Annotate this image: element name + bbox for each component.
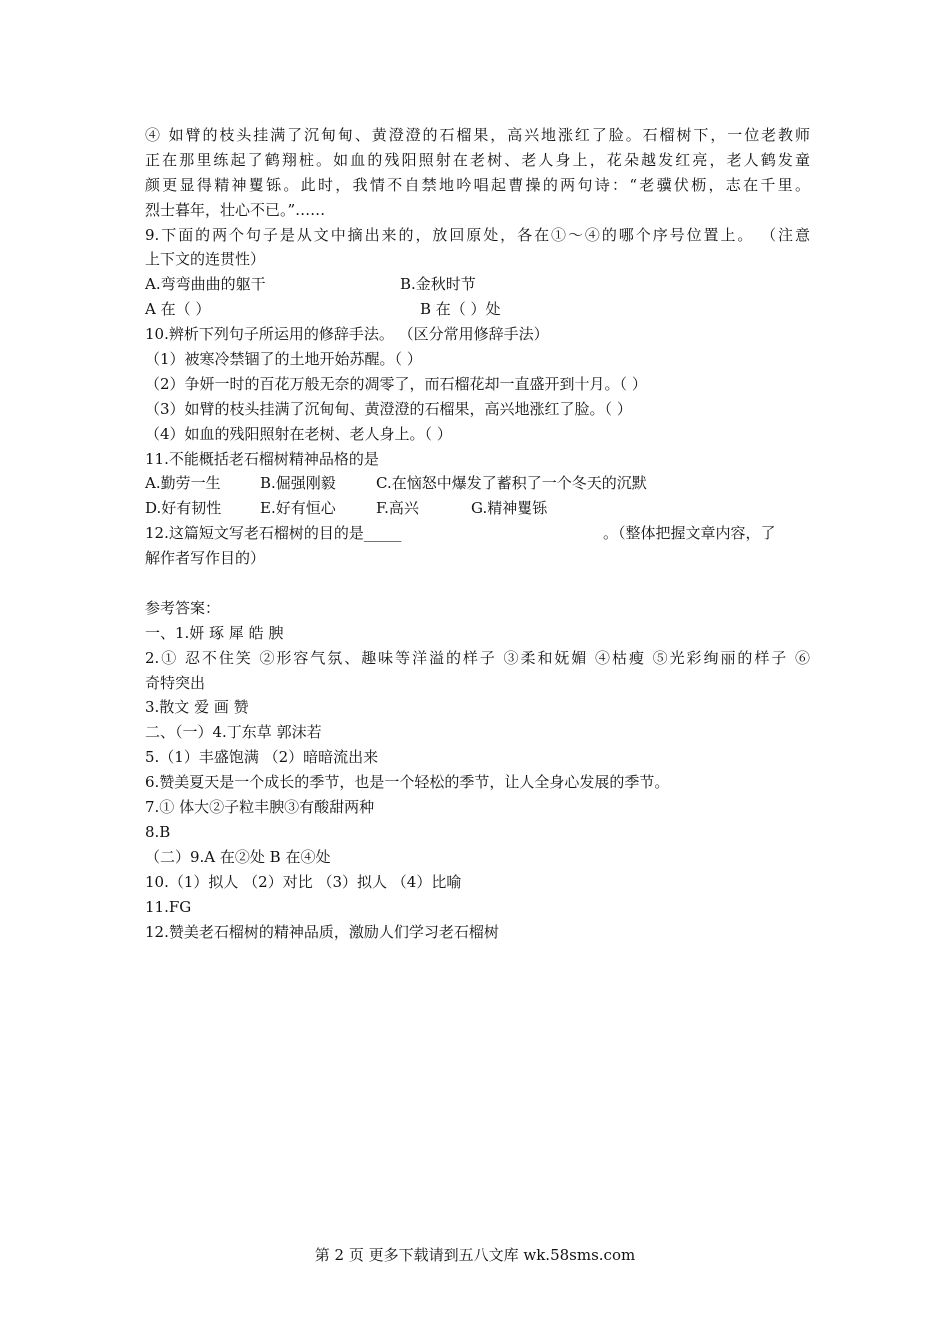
answer-line: 2.① 忍不住笑 ②形容气氛、趣味等洋溢的样子 ③柔和妩媚 ④枯瘦 ⑤光彩绚丽的样子 ⑥	[145, 648, 810, 667]
q12-text: 解作者写作目的）	[145, 549, 266, 568]
q11-option: C.在恼怒中爆发了蓄积了一个冬天的沉默	[376, 474, 647, 493]
answer-line: 二、（一）4.丁东草 郭沫若	[145, 723, 322, 742]
document-body	[145, 123, 810, 944]
q12-text-a: 12.这篇短文写老石榴树的目的是_____	[145, 524, 402, 543]
q10-item: （1）被寒冷禁锢了的土地开始苏醒。（ ）	[145, 350, 422, 369]
q9-answer-slots	[145, 297, 810, 322]
q10-item: （4）如血的残阳照射在老树、老人身上。（ ）	[145, 424, 452, 443]
q11-option: F.高兴	[376, 499, 419, 518]
q9-text: 9.下面的两个句子是从文中摘出来的，放回原处，各在①～④的哪个序号位置上。 （注意	[145, 225, 810, 244]
answer-line: 8.B	[145, 822, 171, 841]
q11-option: E.好有恒心	[260, 499, 336, 518]
answer-line: 7.① 体大②子粒丰腴③有酸甜两种	[145, 798, 375, 817]
passage-paragraph	[145, 123, 810, 223]
q12-text-b: 。（整体把握文章内容，了	[603, 524, 776, 543]
question-11	[145, 447, 810, 522]
q11-option: A.勤劳一生	[145, 474, 221, 493]
passage-line: 烈士暮年，壮心不已。”……	[145, 200, 326, 219]
spacer	[145, 571, 810, 596]
answer-line: 6.赞美夏天是一个成长的季节，也是一个轻松的季节，让人全身心发展的季节。	[145, 773, 670, 792]
q11-option: B.倔强刚毅	[260, 474, 336, 493]
q9-options	[145, 272, 810, 297]
q12-text	[145, 521, 810, 546]
question-9	[145, 223, 810, 323]
page-footer: 第 2 页 更多下载请到五八文库 wk.58sms.com	[314, 1246, 636, 1264]
q11-title: 11.不能概括老石榴树精神品格的是	[145, 449, 379, 468]
passage-line: 正在那里练起了鹤翔桩。如血的残阳照射在老树、老人身上，花朵越发红亮，老人鹤发童	[145, 150, 810, 169]
answer-line: 5.（1）丰盛饱满 （2）暗暗流出来	[145, 748, 379, 767]
q10-title: 10.辨析下列句子所运用的修辞手法。 （区分常用修辞手法）	[145, 325, 549, 344]
q9-option-b: B.金秋时节	[400, 275, 476, 294]
q10-item: （3）如臂的枝头挂满了沉甸甸、黄澄澄的石榴果，高兴地涨红了脸。（ ）	[145, 399, 632, 418]
answer-line: 12.赞美老石榴树的精神品质，激励人们学习老石榴树	[145, 922, 499, 941]
answer-line: 11.FG	[145, 897, 192, 916]
q9-text: 上下文的连贯性）	[145, 250, 266, 269]
answer-line: 奇特突出	[145, 673, 206, 692]
q9-answer-b: B 在（ ）处	[420, 300, 501, 319]
q11-options-row	[145, 471, 810, 496]
answer-key	[145, 596, 810, 944]
q9-option-a: A.弯弯曲曲的躯干	[145, 275, 266, 294]
passage-line: 颜更显得精神矍铄。此时，我情不自禁地吟唱起曹操的两句诗：“老骥伏枥，志在千里。	[145, 175, 810, 194]
answer-line: 10.（1）拟人 （2）对比 （3）拟人 （4）比喻	[145, 872, 462, 891]
answer-line: 一、1.妍 琢 犀 皓 腴	[145, 623, 284, 642]
passage-line: ④ 如臂的枝头挂满了沉甸甸、黄澄澄的石榴果，高兴地涨红了脸。石榴树下，一位老教师	[145, 126, 810, 144]
answer-line: （二）9.A 在②处 B 在④处	[145, 847, 331, 866]
q10-item: （2）争妍一时的百花万般无奈的凋零了，而石榴花却一直盛开到十月。（ ）	[145, 374, 647, 393]
q9-answer-a: A 在（ ）	[145, 300, 211, 319]
question-10	[145, 322, 810, 446]
q11-option: D.好有韧性	[145, 499, 222, 518]
answer-heading: 参考答案：	[145, 598, 221, 617]
question-12	[145, 521, 810, 571]
q11-options-row	[145, 496, 810, 521]
q11-option: G.精神矍铄	[471, 499, 548, 518]
answer-line: 3.散文 爱 画 赞	[145, 698, 249, 717]
